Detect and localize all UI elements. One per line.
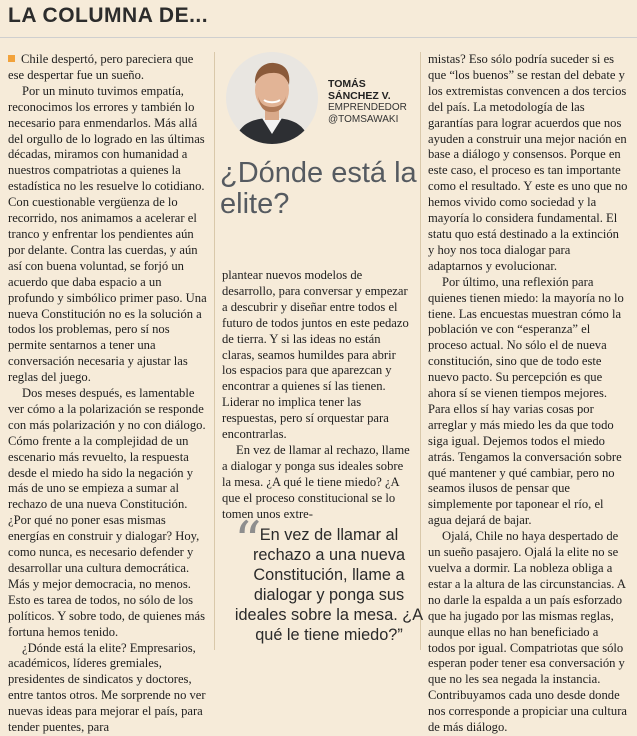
author-byline <box>328 78 407 126</box>
article-column-left <box>8 52 208 736</box>
author-name-line2: SÁNCHEZ V. <box>328 90 391 102</box>
paragraph: ¿Dónde está la elite? Empresarios, académicos, líderes gremiales, presidentes de sindicatos y doctores, entre tantos otros. Me sorprende no ver nuevas ideas para mejorar el país, para tender puentes, para <box>8 640 206 735</box>
paragraph: Por un minuto tuvimos empatía, reconocimos los errores y también lo necesario para enmendarlos. Más allá del orgullo de lo logrado en las últimas décadas, miramos con humanidad a nuestros compatriotas a quienes la estadística no les resuelve lo cotidiano. Con cuestionable vergüenza de lo recorrido, nos animamos a acelerar el tranco y enfrentar los pendientes aún por delante. Contra las cuerdas, y aún así con buena voluntad, se forjó un acuerdo que daba espacio a un profundo y simbólico primer paso. Una nueva Constitución no es la solución a todos los problemas, pero sí nos permite sentarnos a tener una conversación necesaria y ajustar las reglas del juego. <box>8 83 207 385</box>
paragraph: Ojalá, Chile no haya despertado de un sueño pasajero. Ojalá la elite no se vuelva a dormir. La nobleza obliga a estar a la altura de las circunstancias. A no darle la espalda a un país esforzado que ha jugado por las mismas reglas, aunque ellas no han beneficiado a todos por igual. Compatriotas que sólo esperan poder tener esa conversación y que no les sea negada la instancia. Contribuyamos cada uno desde donde nos corresponde a propiciar una cultura de más diálogo. <box>428 529 627 735</box>
square-bullet-icon <box>8 55 15 62</box>
paragraph: mistas? Eso sólo podría suceder si es que “los buenos” se restan del debate y los extremistas convencen a dos tercios del país. La metodología de las garantías para lograr acuerdos que nos ayuden a construir una mejor nación en base a diálogo y consensos. Porque en este caso, el proceso es tan importante como el resultado. Y este es uno que no hemos vivido como sociedad y la mayoría lo considera fundamental. El statu quo está destinado a la extinción y hoy nos toca dialogar para adaptarnos y evolucionar. <box>428 52 628 273</box>
author-portrait-image <box>226 52 318 144</box>
header-rule <box>0 37 637 38</box>
pull-quote <box>234 510 424 645</box>
author-handle: @TOMSAWAKI <box>328 114 399 125</box>
section-header <box>0 0 637 38</box>
author-name: TOMÁS <box>328 78 366 90</box>
paragraph: Chile despertó, pero pareciera que ese despertar fue un sueño. <box>8 52 194 82</box>
article-column-middle <box>222 268 412 523</box>
author-role: EMPRENDEDOR <box>328 102 407 113</box>
paragraph: plantear nuevos modelos de desarrollo, para conversar y empezar a descubrir y diseñar entre todos el futuro de todos juntos en este pedazo de tierra. Y si las ideas no están claras, seamos humildes para abrir los espacios para que aparezcan y encontrar a quienes sí las tienen. Liderar no implica tener las respuestas, pero sí orquestar para encontrarlas. <box>222 268 409 442</box>
section-kicker: LA COLUMNA DE... <box>8 4 209 27</box>
paragraph: Por último, una reflexión para quienes tienen miedo: la mayoría no lo tiene. Las encuestas muestran cómo la población ve con “esperanza” el proceso actual. No sólo el de nueva constitución, sino que de todo este nuevo pacto. Su percepción es que ahora sí se vienen tiempos mejores. Para ellos sí hay varias cosas por arreglar y más miedo les da que todo siga igual. Dejemos todos el miedo atrás. Tengamos la conversación sobre qué mantener y qué cambiar, pero no seamos ilusos de pensar que simplemente por taponear el río, el agua dejará de bajar. <box>428 274 624 528</box>
paragraph: Dos meses después, es lamentable ver cómo a la polarización se responde con más polarización y no con diálogo. Cómo frente a la complejidad de un escenario más revuelto, la respuesta desde el miedo ha sido la negación y más de uno se empieza a sumar al rechazo de una nueva Constitución. ¿Por qué no poner esas mismas energías en construir y dialogar? Hoy, como nunca, es necesario defender y desarrollar una cultura democrática. Más y mejor democracia, no menos. Esto es tarea de todos, no sólo de los políticos. Y sobre todo, de quienes más fortuna hemos tenido. <box>8 386 206 639</box>
quote-mark-icon: “ <box>234 510 262 573</box>
paragraph: En vez de llamar al rechazo, llame a dialogar y ponga sus ideales sobre la mesa. ¿A qué le tiene miedo? ¿A que el proceso constitucional se lo tomen unos extre- <box>222 442 410 521</box>
pull-quote-text: En vez de llamar al rechazo a una nueva Constitución, llame a dialogar y ponga sus ideales sobre la mesa. ¿A qué le tiene miedo?” <box>234 526 424 644</box>
article-column-right <box>428 52 628 736</box>
article-headline: ¿Dónde está la elite? <box>220 157 417 220</box>
author-portrait <box>226 52 318 144</box>
column-divider-left <box>214 52 215 650</box>
